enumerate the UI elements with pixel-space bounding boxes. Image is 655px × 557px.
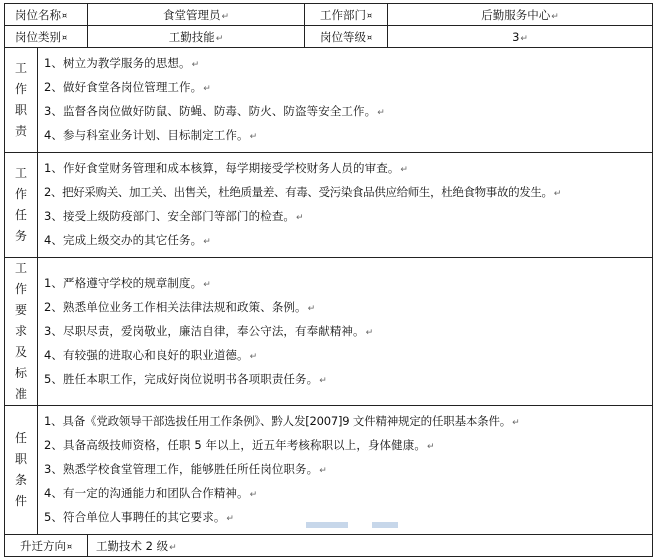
post-name-label-cell [5,4,88,26]
paragraph-mark-icon: ↵ [296,213,304,223]
list-item: 3、接受上级防疫部门、安全部门等部门的检查。↵ [44,209,304,223]
section-qualifications-label: 任 职 条 件 [5,406,38,535]
paragraph-mark-icon: ↵ [215,33,224,44]
section-duties [5,48,653,153]
paragraph-mark-icon: ↵ [203,84,211,94]
department-value: 后勤服务中心 [481,7,551,22]
list-item: 4、参与科室业务计划、目标制定工作。↵ [44,128,258,142]
section-requirements [5,258,653,406]
paragraph-mark-icon: ↵ [319,375,327,386]
cell-marker-icon: ¤ [62,10,68,20]
cell-marker-icon: ¤ [62,32,68,42]
section-duties-content [38,48,653,153]
paragraph-mark-icon: ↵ [400,165,409,175]
cell-marker-icon: ¤ [366,32,373,42]
header-row-1 [5,4,653,26]
paragraph-mark-icon: ↵ [319,466,327,476]
row-end-marker [306,522,348,528]
post-name-label: 岗位名称 [15,7,61,22]
section-tasks-label: 工 作 任 务 [5,153,38,258]
department-label: 工作部门 [319,7,366,22]
list-item: 3、熟悉学校食堂管理工作，能够胜任所任岗位职务。↵ [44,462,327,476]
list-item: 2、熟悉单位业务工作相关法律法规和政策、条例。↵ [44,299,316,314]
list-item: 5、符合单位人事聘任的其它要求。↵ [44,510,235,524]
list-item: 4、完成上级交办的其它任务。↵ [44,233,211,247]
promotion-label-cell [5,535,88,557]
promotion-label: 升迁方向 [19,538,66,553]
job-description-table [4,3,653,557]
list-item: 2、把好采购关、加工关、出售关，杜绝质量差、有毒、受污染食品供应给师生，杜绝食物事故的发生。↵ [44,185,561,199]
promotion-row [5,535,653,557]
section-duties-label: 工 作 职 责 [5,48,38,153]
list-item: 2、具备高级技师资格，任职 5 年以上，近五年考核称职以上，身体健康。↵ [44,438,435,452]
paragraph-mark-icon: ↵ [249,490,258,500]
paragraph-mark-icon: ↵ [203,279,211,290]
paragraph-mark-icon: ↵ [553,189,561,199]
post-grade-value-cell [388,26,653,48]
paragraph-mark-icon: ↵ [221,11,230,22]
promotion-value: 工勤技术 2 级 [96,538,169,553]
section-qualifications-content [38,406,653,535]
post-grade-label: 岗位等级 [319,29,366,44]
department-label-cell [305,4,388,26]
paragraph-mark-icon: ↵ [191,60,200,70]
post-name-value-cell [88,4,305,26]
list-item: 1、树立为教学服务的思想。↵ [44,56,200,70]
section-requirements-label: 工 作 要 求 及 标 准 [5,258,38,406]
list-item: 2、做好食堂各岗位管理工作。↵ [44,80,211,94]
post-type-value: 工勤技能 [168,29,215,44]
paragraph-mark-icon: ↵ [520,33,528,44]
section-requirements-content [38,258,653,406]
paragraph-mark-icon: ↵ [365,327,374,338]
paragraph-mark-icon: ↵ [307,303,316,314]
paragraph-mark-icon: ↵ [226,514,235,524]
cell-marker-icon: ¤ [366,10,373,20]
section-tasks-content [38,153,653,258]
post-type-label-cell [5,26,88,48]
paragraph-mark-icon: ↵ [169,542,177,553]
paragraph-mark-icon: ↵ [377,108,385,118]
paragraph-mark-icon: ↵ [203,237,211,247]
cell-marker-icon: ¤ [66,541,73,551]
post-type-value-cell [88,26,305,48]
department-value-cell [388,4,653,26]
row-end-marker [372,522,398,528]
paragraph-mark-icon: ↵ [551,11,559,22]
paragraph-mark-icon: ↵ [249,132,258,142]
header-row-2 [5,26,653,48]
list-item: 5、胜任本职工作，完成好岗位说明书各项职责任务。↵ [44,371,327,386]
table-end-markers [0,522,655,528]
paragraph-mark-icon: ↵ [249,351,258,362]
list-item: 4、有较强的进取心和良好的职业道德。↵ [44,347,258,362]
list-item: 3、监督各岗位做好防鼠、防蝇、防毒、防火、防盗等安全工作。↵ [44,104,385,118]
list-item: 1、作好食堂财务管理和成本核算，每学期接受学校财务人员的审查。↵ [44,161,409,175]
post-grade-value: 3 [512,29,520,44]
list-item: 1、具备《党政领导干部选拔任用工作条例》、黔人发[2007]9 文件精神规定的任职基本条件。↵ [44,414,520,428]
list-item: 1、严格遵守学校的规章制度。↵ [44,275,211,290]
section-qualifications [5,406,653,535]
post-type-label: 岗位类别 [15,29,61,44]
list-item: 3、尽职尽责，爱岗敬业，廉洁自律，奉公守法，有奉献精神。↵ [44,323,374,338]
post-grade-label-cell [305,26,388,48]
section-tasks [5,153,653,258]
promotion-value-cell [88,535,653,557]
list-item: 4、有一定的沟通能力和团队合作精神。↵ [44,486,258,500]
paragraph-mark-icon: ↵ [426,442,435,452]
post-name-value: 食堂管理员 [162,7,221,22]
paragraph-mark-icon: ↵ [512,418,520,428]
